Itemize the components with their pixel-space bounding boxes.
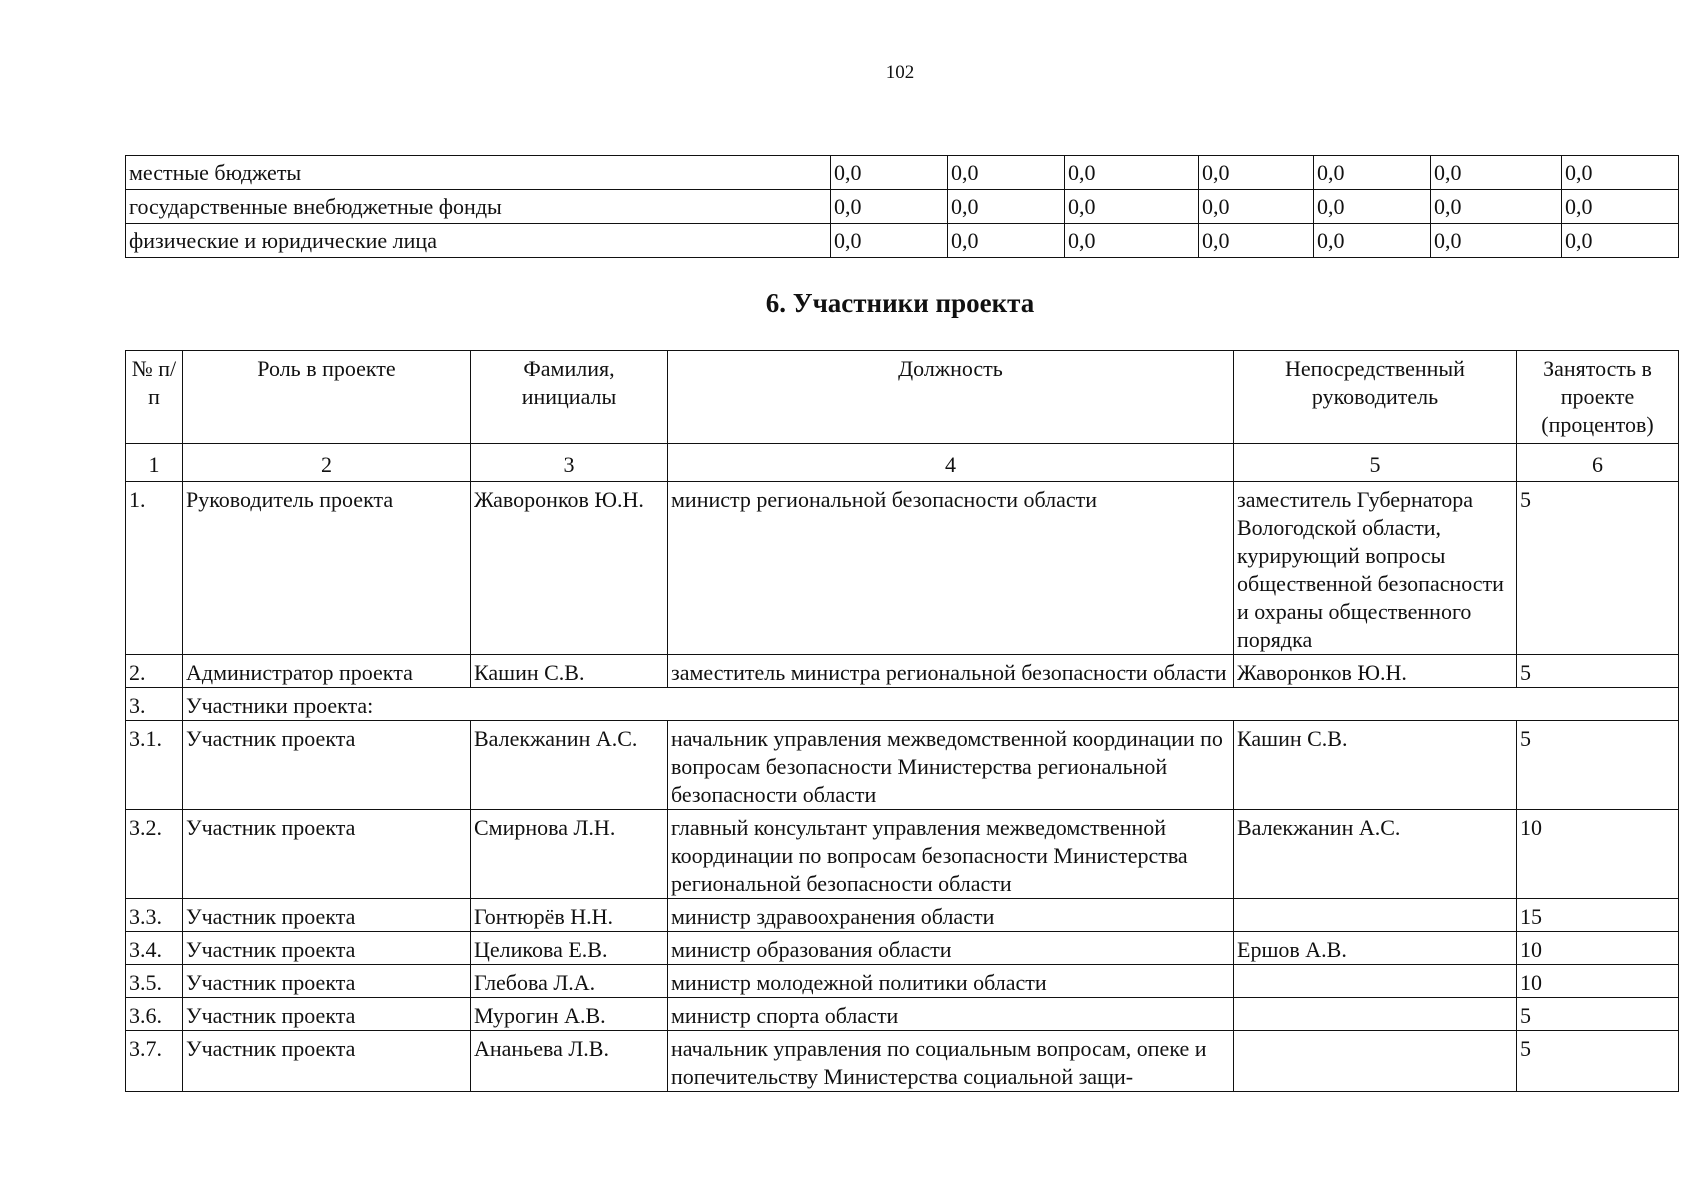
position-cell: начальник управления по социальным вопросам, опеке и попечительству Министерства социальной защи- — [668, 1031, 1234, 1092]
funding-value: 0,0 — [831, 190, 948, 224]
employment-cell: 5 — [1517, 1031, 1679, 1092]
funding-source-label: физические и юридические лица — [126, 224, 831, 258]
column-number: 3 — [471, 444, 668, 482]
funding-value: 0,0 — [831, 156, 948, 190]
employment-cell: 10 — [1517, 810, 1679, 899]
manager-cell: Кашин С.В. — [1234, 721, 1517, 810]
employment-cell: 5 — [1517, 655, 1679, 688]
header-row — [126, 351, 1679, 444]
position-cell: министр образования области — [668, 932, 1234, 965]
participant-row — [126, 655, 1679, 688]
page-number: 102 — [885, 62, 915, 83]
position-cell: министр молодежной политики области — [668, 965, 1234, 998]
group-label: Участники проекта: — [183, 688, 1679, 721]
role-cell: Участник проекта — [183, 721, 471, 810]
funding-row — [126, 224, 1679, 258]
funding-value: 0,0 — [1065, 156, 1199, 190]
role-cell: Участник проекта — [183, 810, 471, 899]
funding-value: 0,0 — [1562, 224, 1679, 258]
header-employment: Занятость в проекте (процентов) — [1517, 351, 1679, 444]
name-cell: Глебова Л.А. — [471, 965, 668, 998]
row-number: 3.1. — [126, 721, 183, 810]
funding-value: 0,0 — [831, 224, 948, 258]
funding-source-label: государственные внебюджетные фонды — [126, 190, 831, 224]
participant-row — [126, 932, 1679, 965]
funding-value: 0,0 — [1562, 190, 1679, 224]
row-number: 1. — [126, 482, 183, 655]
row-number: 2. — [126, 655, 183, 688]
row-number: 3.3. — [126, 899, 183, 932]
participant-row — [126, 899, 1679, 932]
position-cell: министр спорта области — [668, 998, 1234, 1031]
name-cell: Ананьева Л.В. — [471, 1031, 668, 1092]
column-number: 4 — [668, 444, 1234, 482]
employment-cell: 5 — [1517, 482, 1679, 655]
funding-value: 0,0 — [948, 156, 1065, 190]
name-cell: Смирнова Л.Н. — [471, 810, 668, 899]
role-cell: Участник проекта — [183, 1031, 471, 1092]
participants-table — [125, 350, 1679, 1092]
funding-row — [126, 190, 1679, 224]
row-number: 3.7. — [126, 1031, 183, 1092]
manager-cell: заместитель Губернатора Вологодской области, курирующий вопросы общественной безопасности и охраны общественного порядка — [1234, 482, 1517, 655]
funding-value: 0,0 — [1431, 224, 1562, 258]
funding-value: 0,0 — [1431, 190, 1562, 224]
participant-row — [126, 998, 1679, 1031]
funding-value: 0,0 — [1199, 224, 1314, 258]
funding-value: 0,0 — [1562, 156, 1679, 190]
funding-table — [125, 155, 1679, 258]
funding-value: 0,0 — [948, 224, 1065, 258]
position-cell: начальник управления межведомственной координации по вопросам безопасности Министерства региональной безопасности области — [668, 721, 1234, 810]
column-number: 5 — [1234, 444, 1517, 482]
role-cell: Участник проекта — [183, 965, 471, 998]
role-cell: Участник проекта — [183, 899, 471, 932]
role-cell: Участник проекта — [183, 932, 471, 965]
funding-value: 0,0 — [1199, 156, 1314, 190]
participant-row — [126, 482, 1679, 655]
employment-cell: 10 — [1517, 932, 1679, 965]
header-manager: Непосредственный руководитель — [1234, 351, 1517, 444]
manager-cell — [1234, 1031, 1517, 1092]
employment-cell: 5 — [1517, 721, 1679, 810]
name-cell: Кашин С.В. — [471, 655, 668, 688]
column-number: 6 — [1517, 444, 1679, 482]
funding-value: 0,0 — [1065, 190, 1199, 224]
funding-value: 0,0 — [1314, 190, 1431, 224]
name-cell: Гонтюрёв Н.Н. — [471, 899, 668, 932]
employment-cell: 5 — [1517, 998, 1679, 1031]
manager-cell — [1234, 899, 1517, 932]
header-name: Фамилия, инициалы — [471, 351, 668, 444]
funding-value: 0,0 — [1065, 224, 1199, 258]
column-number: 1 — [126, 444, 183, 482]
manager-cell: Жаворонков Ю.Н. — [1234, 655, 1517, 688]
employment-cell: 15 — [1517, 899, 1679, 932]
header-role: Роль в проекте — [183, 351, 471, 444]
header-position: Должность — [668, 351, 1234, 444]
position-cell: министр здравоохранения области — [668, 899, 1234, 932]
funding-value: 0,0 — [1314, 156, 1431, 190]
employment-cell: 10 — [1517, 965, 1679, 998]
funding-value: 0,0 — [1431, 156, 1562, 190]
participant-row — [126, 1031, 1679, 1092]
participant-row — [126, 965, 1679, 998]
name-cell: Валекжанин А.С. — [471, 721, 668, 810]
manager-cell — [1234, 965, 1517, 998]
position-cell: заместитель министра региональной безопасности области — [668, 655, 1234, 688]
funding-value: 0,0 — [948, 190, 1065, 224]
funding-source-label: местные бюджеты — [126, 156, 831, 190]
funding-row — [126, 156, 1679, 190]
manager-cell — [1234, 998, 1517, 1031]
name-cell: Мурогин А.В. — [471, 998, 668, 1031]
section-title: 6. Участники проекта — [765, 288, 1035, 318]
participant-row — [126, 721, 1679, 810]
row-number: 3.2. — [126, 810, 183, 899]
name-cell: Целикова Е.В. — [471, 932, 668, 965]
position-cell: главный консультант управления межведомственной координации по вопросам безопасности Министерства региональной безопасности области — [668, 810, 1234, 899]
funding-value: 0,0 — [1199, 190, 1314, 224]
participant-row — [126, 810, 1679, 899]
row-number: 3.6. — [126, 998, 183, 1031]
row-number: 3.5. — [126, 965, 183, 998]
row-number: 3. — [126, 688, 183, 721]
role-cell: Администратор проекта — [183, 655, 471, 688]
position-cell: министр региональной безопасности области — [668, 482, 1234, 655]
name-cell: Жаворонков Ю.Н. — [471, 482, 668, 655]
column-number: 2 — [183, 444, 471, 482]
funding-value: 0,0 — [1314, 224, 1431, 258]
participants-group-row — [126, 688, 1679, 721]
row-number: 3.4. — [126, 932, 183, 965]
column-number-row — [126, 444, 1679, 482]
role-cell: Участник проекта — [183, 998, 471, 1031]
manager-cell: Ершов А.В. — [1234, 932, 1517, 965]
manager-cell: Валекжанин А.С. — [1234, 810, 1517, 899]
role-cell: Руководитель проекта — [183, 482, 471, 655]
header-number: № п/п — [126, 351, 183, 444]
